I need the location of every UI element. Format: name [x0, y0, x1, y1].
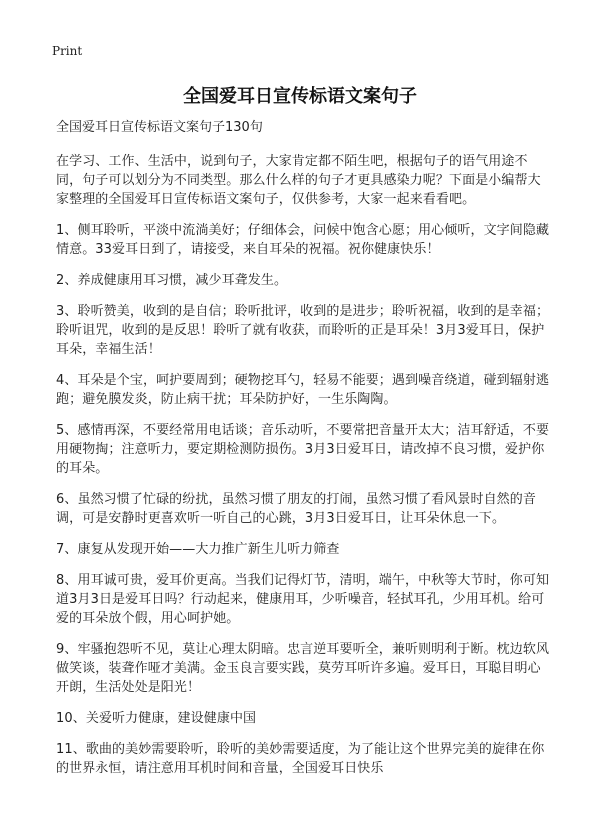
- page-title: 全国爱耳日宣传标语文案句子: [183, 86, 417, 107]
- intro-paragraph: 在学习、工作、生活中，说到句子，大家肯定都不陌生吧，根据句子的语气用途不同，句子可以划分为不同类型。那么什么样的句子才更具感染力呢？下面是小编帮大家整理的全国爱耳日宣传标语文案句子，仅供参考，大家一起来看看吧。: [56, 154, 541, 207]
- print-link[interactable]: Print: [52, 44, 83, 58]
- article-body: [56, 118, 550, 790]
- list-item: 9、牢骚抱怨听不见，莫让心理太阴暗。忠言逆耳要听全，兼听则明利于断。枕边软风做笑谈，装聋作哑才美满。金玉良言要实践，莫劳耳听许多遍。爱耳日，耳聪目明心开朗，生活处处是阳光！: [56, 642, 550, 695]
- list-item: 5、感情再深，不要经常用电话谈；音乐动听，不要常把音量开太大；洁耳舒适，不要用硬物掏；注意听力，要定期检测防损伤。3月3日爱耳日，请改掉不良习惯，爱护你的耳朵。: [56, 423, 550, 476]
- list-item: 6、虽然习惯了忙碌的纷扰，虽然习惯了朋友的打闹，虽然习惯了看风景时自然的音调，可是安静时更喜欢听一听自己的心跳，3月3日爱耳日，让耳朵休息一下。: [56, 492, 536, 526]
- list-item: 7、康复从发现开始——大力推广新生儿听力筛查: [56, 542, 340, 557]
- list-item: 1、侧耳聆听，平淡中流淌美好；仔细体会，问候中饱含心愿；用心倾听，文字间隐藏情意。33爱耳日到了，请接受，来自耳朵的祝福。祝你健康快乐！: [56, 223, 550, 257]
- list-item: 4、耳朵是个宝，呵护要周到；硬物挖耳勺，轻易不能要；遇到噪音绕道，碰到辐射逃跑；避免膜发炎，防止病干扰；耳朵防护好，一生乐陶陶。: [56, 373, 550, 407]
- list-item: 3、聆听赞美，收到的是自信；聆听批评，收到的是进步；聆听祝福，收到的是幸福；聆听诅咒，收到的是反思！聆听了就有收获，而聆听的正是耳朵！3月3爱耳日，保护耳朵，幸福生活！: [56, 304, 550, 357]
- list-item: 2、养成健康用耳习惯，减少耳聋发生。: [56, 273, 288, 288]
- list-item: 10、关爱听力健康，建设健康中国: [56, 711, 257, 726]
- list-item: 11、歌曲的美妙需要聆听，聆听的美妙需要适度，为了能让这个世界完美的旋律在你的世界永恒，请注意用耳机时间和音量，全国爱耳日快乐: [56, 742, 545, 776]
- list-item: 8、用耳诚可贵，爱耳价更高。当我们记得灯节，清明，端午，中秋等大节时，你可知道3月3日是爱耳日吗？行动起来，健康用耳，少听噪音，轻拭耳孔，少用耳机。给可爱的耳朵放个假，用心呵护她。: [56, 573, 550, 626]
- article-subtitle: 全国爱耳日宣传标语文案句子130句: [56, 120, 263, 135]
